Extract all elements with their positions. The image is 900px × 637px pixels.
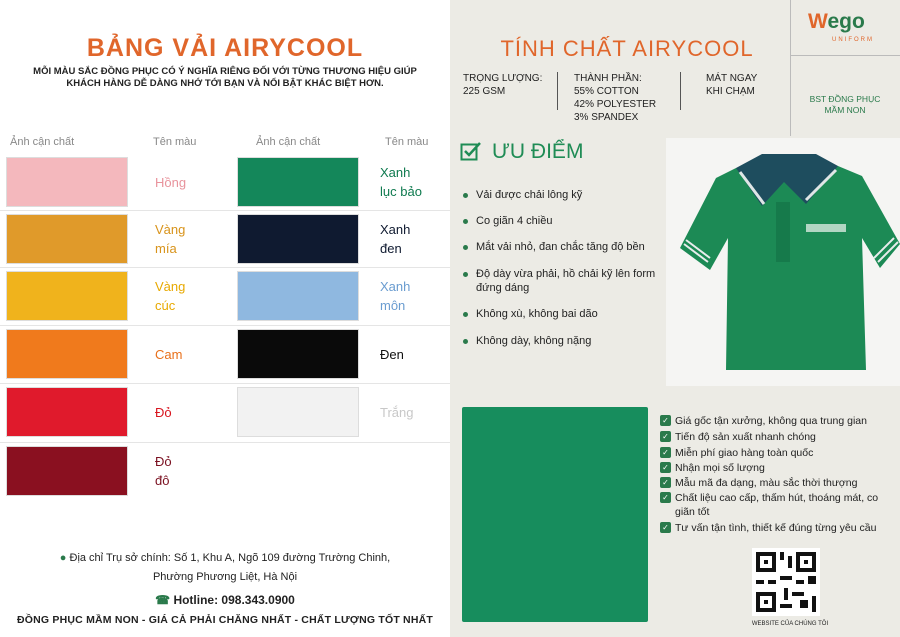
bullet-icon <box>463 312 468 317</box>
qr-code[interactable] <box>752 548 820 616</box>
color-name: Hồng <box>155 174 187 190</box>
advantage-item: Co giãn 4 chiều <box>463 214 663 228</box>
advantage-item: Độ dày vừa phải, hồ chải kỹ lên form đứng dáng <box>463 267 663 295</box>
wego-logo: Wego <box>808 10 865 33</box>
bullet-icon <box>463 272 468 277</box>
advantages-heading: ƯU ĐIỂM <box>460 140 583 164</box>
phone-icon: ☎ <box>155 593 171 607</box>
check-icon: ✓ <box>660 447 671 458</box>
fabric-swatch <box>6 157 128 207</box>
row-divider <box>0 210 450 211</box>
row-divider <box>0 267 450 268</box>
subtitle-line-2: KHÁCH HÀNG DỄ DÀNG NHỚ TỚI BẠN VÀ NỔI BẬT KHÁC BIỆT HƠN. <box>66 78 384 89</box>
fabric-swatch <box>237 329 359 379</box>
properties-title: TÍNH CHẤT AIRYCOOL <box>500 36 754 61</box>
address-line-2: Phường Phương Liệt, Hà Nội <box>152 571 298 583</box>
fabric-swatch <box>6 214 128 264</box>
benefit-item: ✓ Nhận mọi số lượng <box>660 461 892 475</box>
col-header-image-1: Ảnh cận chất <box>10 136 75 148</box>
polo-shirt-image <box>666 138 900 386</box>
color-name: Xanh môn <box>380 279 411 313</box>
benefit-item: ✓ Chất liệu cao cấp, thấm hút, thoáng mát, co giãn tốt <box>660 491 892 519</box>
color-name: Trắng <box>380 404 414 420</box>
check-icon: ✓ <box>660 431 671 442</box>
polo-shirt-icon <box>666 138 900 386</box>
color-name: Xanh lục bảo <box>380 165 422 199</box>
fabric-swatch <box>237 387 359 437</box>
composition-spec: THÀNH PHẦN: 55% COTTON 42% POLYESTER 3% SPANDEX <box>574 73 657 123</box>
collection-label: BST ĐỒNG PHỤC MẦM NON <box>809 94 881 115</box>
advantage-item: Mắt vải nhỏ, đan chắc tăng độ bền <box>463 240 663 254</box>
fabric-swatch <box>6 446 128 496</box>
color-name: Cam <box>155 346 183 362</box>
fabric-swatch <box>6 387 128 437</box>
advantage-item: Vải được chải lông kỹ <box>463 188 663 202</box>
color-name: Đỏ <box>155 404 172 420</box>
benefit-item: ✓ Tư vấn tận tình, thiết kế đúng từng yêu cầu <box>660 521 892 535</box>
row-divider <box>0 325 450 326</box>
fabric-chart-subtitle <box>20 66 430 90</box>
row-divider <box>0 383 450 384</box>
hotline: ☎ Hotline: 098.343.0900 <box>155 593 295 607</box>
qr-code-icon <box>752 548 820 616</box>
benefit-item: ✓ Giá gốc tận xưởng, không qua trung gian <box>660 414 892 428</box>
fabric-swatch <box>237 271 359 321</box>
fabric-chart-title: BẢNG VẢI AIRYCOOL <box>86 34 364 62</box>
bullet-icon <box>463 245 468 250</box>
fabric-sample-image <box>462 407 648 622</box>
advantage-item: Không xù, không bai dão <box>463 307 663 321</box>
check-icon: ✓ <box>660 522 671 533</box>
check-icon: ✓ <box>660 462 671 473</box>
bullet-icon <box>463 339 468 344</box>
row-divider <box>0 442 450 443</box>
divider <box>790 56 791 136</box>
col-header-name-1: Tên màu <box>153 136 197 148</box>
bullet-icon <box>463 219 468 224</box>
check-icon: ✓ <box>660 492 671 503</box>
website-label: WEBSITE CỦA CHÚNG TÔI <box>751 621 829 627</box>
fabric-swatch <box>237 214 359 264</box>
check-icon: ✓ <box>660 415 671 426</box>
divider <box>557 72 558 110</box>
logo-subtitle: UNIFORM <box>832 37 874 43</box>
col-header-name-2: Tên màu <box>385 136 429 148</box>
color-name: Xanh đen <box>380 222 411 256</box>
benefit-item: ✓ Mẫu mã đa dạng, màu sắc thời thượng <box>660 476 892 490</box>
check-icon: ✓ <box>660 477 671 488</box>
bullet-icon <box>463 193 468 198</box>
address: ● Địa chỉ Trụ sở chính: Số 1, Khu A, Ngõ 109 đường Trường Chinh, <box>59 552 391 564</box>
color-name: Đỏ đô <box>155 454 172 488</box>
cool-touch-spec: MÁT NGAY KHI CHẠM <box>706 73 758 97</box>
fabric-swatch <box>6 329 128 379</box>
advantage-item: Không dày, không nặng <box>463 334 663 348</box>
benefit-item: ✓ Tiến độ sản xuất nhanh chóng <box>660 430 892 444</box>
color-name: Vàng mía <box>155 222 186 256</box>
slogan: ĐỒNG PHỤC MẦM NON - GIÁ CẢ PHẢI CHĂNG NHẤT - CHẤT LƯỢNG TỐT NHẤT <box>16 614 434 626</box>
benefit-item: ✓ Miễn phí giao hàng toàn quốc <box>660 446 892 460</box>
fabric-swatch <box>237 157 359 207</box>
color-name: Đen <box>380 346 404 362</box>
location-icon: ● <box>59 552 67 564</box>
col-header-image-2: Ảnh cận chất <box>256 136 321 148</box>
checkbox-icon <box>460 141 482 163</box>
fabric-swatch <box>6 271 128 321</box>
color-name: Vàng cúc <box>155 279 186 313</box>
divider <box>680 72 681 110</box>
weight-spec: TRỌNG LƯỢNG: 225 GSM <box>463 73 543 97</box>
subtitle-line-1: MỖI MÀU SẮC ĐỒNG PHỤC CÓ Ý NGHĨA RIÊNG ĐỐI VỚI TỪNG THƯƠNG HIỆU GIÚP <box>33 66 417 77</box>
